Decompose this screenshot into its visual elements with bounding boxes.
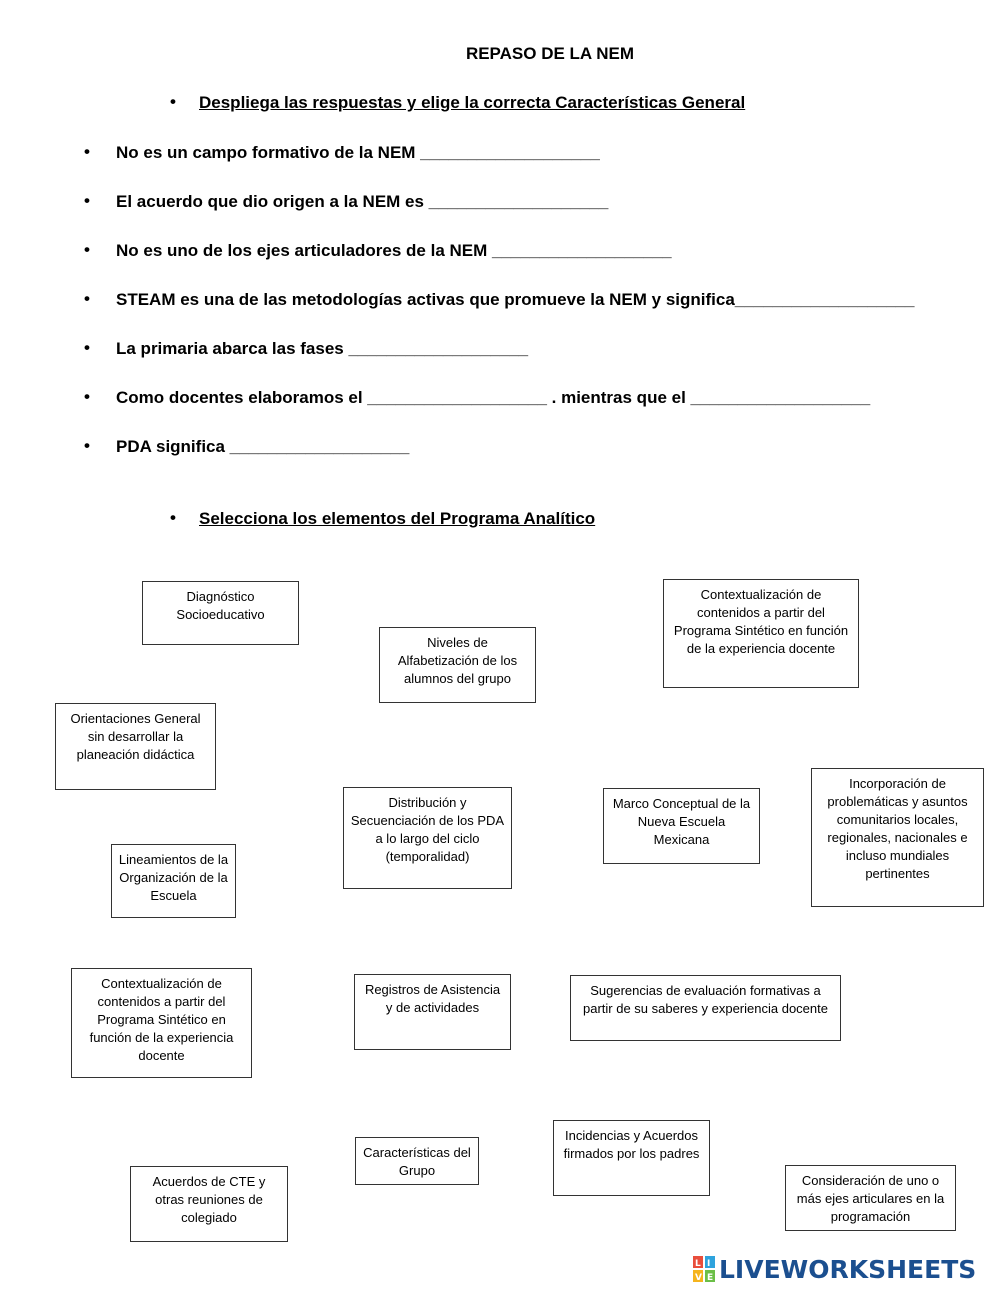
bullet-icon: • [84,387,90,406]
option-label: Incorporación de problemáticas y asuntos comunitarios locales, regionales, nacionales e incluso mundiales pertinentes [827,776,968,881]
section-heading-text: Selecciona los elementos del Programa Analítico [199,509,596,528]
option-box-contextualizacion-2[interactable] [71,968,252,1078]
option-label: Lineamientos de la Organización de la Escuela [118,852,229,903]
option-label: Marco Conceptual de la Nueva Escuela Mexicana [612,796,751,847]
question-text: PDA significa ___________________ [116,437,410,456]
option-label: Diagnóstico Socioeducativo [176,589,265,622]
bullet-icon: • [84,191,90,210]
option-label: Registros de Asistencia y de actividades [364,982,501,1015]
option-box-consideracion[interactable] [785,1165,956,1231]
svg-text:L: L [695,1259,701,1269]
bullet-icon: • [84,436,90,455]
question-text: STEAM es una de las metodologías activas que promueve la NEM y significa___________________ [116,290,915,309]
liveworksheets-logo-icon [693,1256,715,1282]
option-label: Contextualización de contenidos a partir del Programa Sintético en función de la experiencia docente [673,587,849,656]
question-text: El acuerdo que dio origen a la NEM es ___________________ [116,192,609,211]
option-label: Niveles de Alfabetización de los alumnos del grupo [397,635,518,686]
option-box-lineamientos[interactable] [111,844,236,918]
option-box-incidencias[interactable] [553,1120,710,1196]
question-text: No es uno de los ejes articuladores de la NEM ___________________ [116,241,672,260]
option-box-incorporacion[interactable] [811,768,984,907]
svg-text:V: V [695,1273,702,1282]
bullet-icon: • [170,508,176,527]
option-label: Características del Grupo [363,1145,471,1178]
bullet-icon: • [84,289,90,308]
question-text: La primaria abarca las fases ___________________ [116,339,529,358]
page-title: REPASO DE LA NEM [465,44,635,63]
option-box-orientaciones[interactable] [55,703,216,790]
option-box-caracteristicas[interactable] [355,1137,479,1185]
bullet-icon: • [84,142,90,161]
option-box-niveles[interactable] [379,627,536,703]
bullet-icon: • [84,240,90,259]
option-label: Orientaciones General sin desarrollar la planeación didáctica [70,711,201,762]
bullet-icon: • [170,92,176,111]
option-label: Incidencias y Acuerdos firmados por los padres [563,1128,700,1161]
bullet-icon: • [84,338,90,357]
option-box-contextualizacion-1[interactable] [663,579,859,688]
svg-text:E: E [707,1273,714,1282]
option-box-marco-conceptual[interactable] [603,788,760,864]
section-heading-text: Despliega las respuestas y elige la correcta Características General [199,93,746,112]
option-box-acuerdos-cte[interactable] [130,1166,288,1242]
svg-text:I: I [707,1259,711,1269]
option-box-registros[interactable] [354,974,511,1050]
option-label: Distribución y Secuenciación de los PDA a lo largo del ciclo (temporalidad) [350,795,505,864]
question-text: Como docentes elaboramos el ___________________ . mientras que el ___________________ [116,388,871,407]
question-text: No es un campo formativo de la NEM ___________________ [116,143,600,162]
brand-name: LIVEWORKSHEETS [719,1254,977,1284]
option-box-diagnostico[interactable] [142,581,299,645]
option-label: Contextualización de contenidos a partir del Programa Sintético en función de la experiencia docente [89,976,234,1063]
option-box-distribucion[interactable] [343,787,512,889]
option-box-sugerencias[interactable] [570,975,841,1041]
option-label: Sugerencias de evaluación formativas a partir de su saberes y experiencia docente [583,983,828,1016]
option-label: Acuerdos de CTE y otras reuniones de colegiado [152,1174,266,1225]
liveworksheets-logo [693,1254,993,1284]
option-label: Consideración de uno o más ejes articulares en la programación [796,1173,945,1224]
